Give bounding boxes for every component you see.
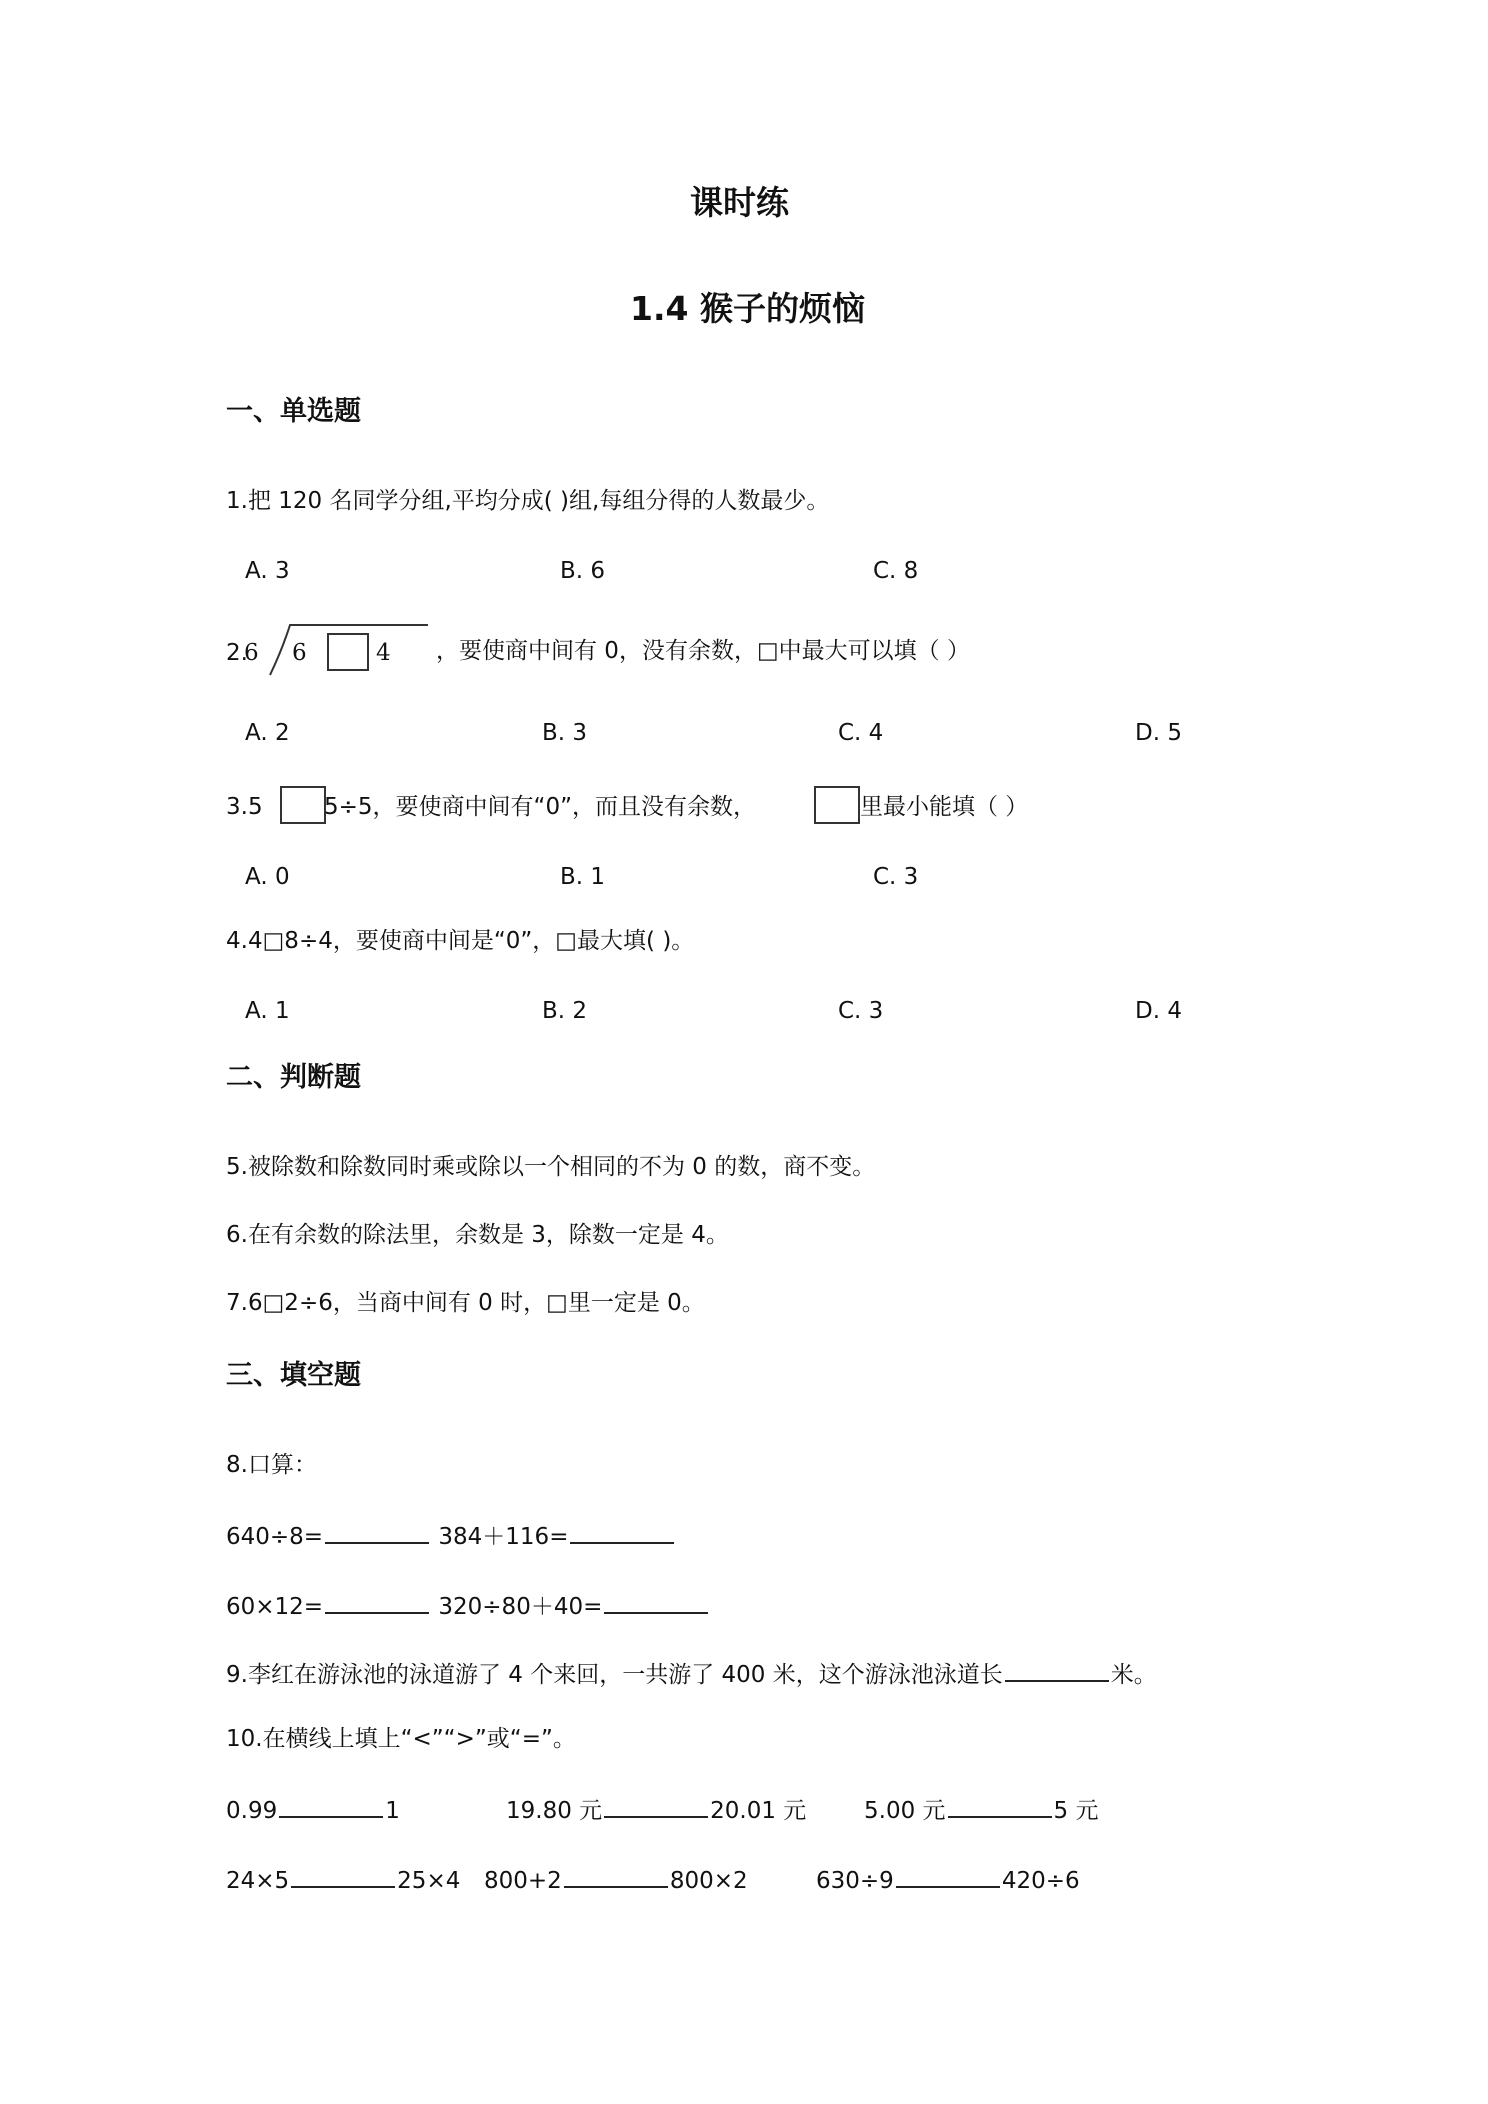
long-division-figure: [242, 620, 432, 680]
q3-part-c: 里最小能填（ ）: [860, 794, 1029, 820]
page-title: 课时练: [690, 183, 789, 222]
q3-option-a: A. 0: [245, 864, 290, 890]
q10-item: [484, 1866, 748, 1893]
section-heading-fill-blank: 三、填空题: [226, 1360, 361, 1391]
q10-row-1: [226, 1796, 1426, 1826]
q2-dividend-last-digit: 4: [376, 640, 391, 666]
q1-option-c: C. 8: [873, 558, 919, 584]
q2-divisor: 6: [244, 640, 259, 666]
q8-expr: 60×12=: [226, 1594, 324, 1620]
q10-left: 19.80 元: [506, 1798, 603, 1824]
answer-blank[interactable]: [325, 1522, 429, 1544]
answer-blank[interactable]: [279, 1796, 383, 1818]
q3-option-b: B. 1: [560, 864, 606, 890]
q2-option-d: D. 5: [1135, 720, 1182, 746]
q9-unit: 米。: [1110, 1662, 1157, 1688]
question-10-label: 10.在横线上填上“<”“>”或“=”。: [226, 1726, 576, 1752]
q10-left: 800+2: [484, 1868, 562, 1894]
q8-expr: 384＋116=: [438, 1524, 569, 1550]
q2-option-b: B. 3: [542, 720, 588, 746]
question-4: 4.4□8÷4，要使商中间是“0”，□最大填( )。: [226, 928, 695, 954]
q4-option-d: D. 4: [1135, 998, 1182, 1024]
answer-blank[interactable]: [570, 1522, 674, 1544]
q10-left: 24×5: [226, 1868, 290, 1894]
q4-option-a: A. 1: [245, 998, 290, 1024]
q3-part-a: 3.5: [226, 794, 263, 820]
question-7: 7.6□2÷6，当商中间有 0 时，□里一定是 0。: [226, 1290, 705, 1316]
q1-option-a: A. 3: [245, 558, 290, 584]
section-heading-single-choice: 一、单选题: [226, 396, 361, 427]
q4-option-c: C. 3: [838, 998, 884, 1024]
q1-option-b: B. 6: [560, 558, 606, 584]
q2-number: 2.: [226, 640, 248, 666]
q9-text: 9.李红在游泳池的泳道游了 4 个来回，一共游了 400 米，这个游泳池泳道长: [226, 1662, 1003, 1688]
q10-right: 25×4: [397, 1868, 461, 1894]
q2-text: ，要使商中间有 0，没有余数，□中最大可以填（ ）: [436, 638, 970, 664]
q8-expr: 640÷8=: [226, 1524, 324, 1550]
question-6: 6.在有余数的除法里，余数是 3，除数一定是 4。: [226, 1222, 729, 1248]
q8-row-1: [226, 1522, 676, 1549]
answer-blank[interactable]: [604, 1796, 708, 1818]
answer-blank[interactable]: [325, 1592, 429, 1614]
q10-item: [226, 1796, 400, 1823]
q10-item: [226, 1866, 460, 1893]
answer-blank[interactable]: [1005, 1660, 1109, 1682]
q10-item: [506, 1796, 806, 1823]
q10-item: [864, 1796, 1098, 1823]
q10-right: 1: [385, 1798, 400, 1824]
q10-item: [816, 1866, 1080, 1893]
question-1: 1.把 120 名同学分组,平均分成( )组,每组分得的人数最少。: [226, 488, 830, 514]
answer-blank[interactable]: [604, 1592, 708, 1614]
q8-row-2: [226, 1592, 710, 1619]
q3-box-2: [814, 786, 860, 824]
q10-row-2: [226, 1866, 1426, 1896]
q10-right: 5 元: [1053, 1798, 1099, 1824]
question-8-label: 8.口算：: [226, 1452, 317, 1478]
answer-blank[interactable]: [291, 1866, 395, 1888]
question-5: 5.被除数和除数同时乘或除以一个相同的不为 0 的数，商不变。: [226, 1154, 876, 1180]
section-heading-true-false: 二、判断题: [226, 1062, 361, 1093]
answer-blank[interactable]: [948, 1796, 1052, 1818]
lesson-title: 1.4 猴子的烦恼: [630, 289, 865, 328]
q10-right: 20.01 元: [710, 1798, 807, 1824]
q10-left: 630÷9: [816, 1868, 894, 1894]
q2-option-c: C. 4: [838, 720, 884, 746]
q10-right: 420÷6: [1001, 1868, 1080, 1894]
q3-option-c: C. 3: [873, 864, 919, 890]
q8-expr: 320÷80＋40=: [438, 1594, 603, 1620]
answer-blank[interactable]: [896, 1866, 1000, 1888]
question-9: [226, 1660, 1157, 1687]
q10-left: 0.99: [226, 1798, 278, 1824]
q4-option-b: B. 2: [542, 998, 588, 1024]
q2-option-a: A. 2: [245, 720, 290, 746]
q10-right: 800×2: [669, 1868, 748, 1894]
q2-dividend-first-digit: 6: [292, 640, 307, 666]
answer-blank[interactable]: [564, 1866, 668, 1888]
q3-box-1: [280, 786, 326, 824]
q10-left: 5.00 元: [864, 1798, 946, 1824]
q3-part-b: 5÷5，要使商中间有“0”，而且没有余数，: [324, 794, 757, 820]
